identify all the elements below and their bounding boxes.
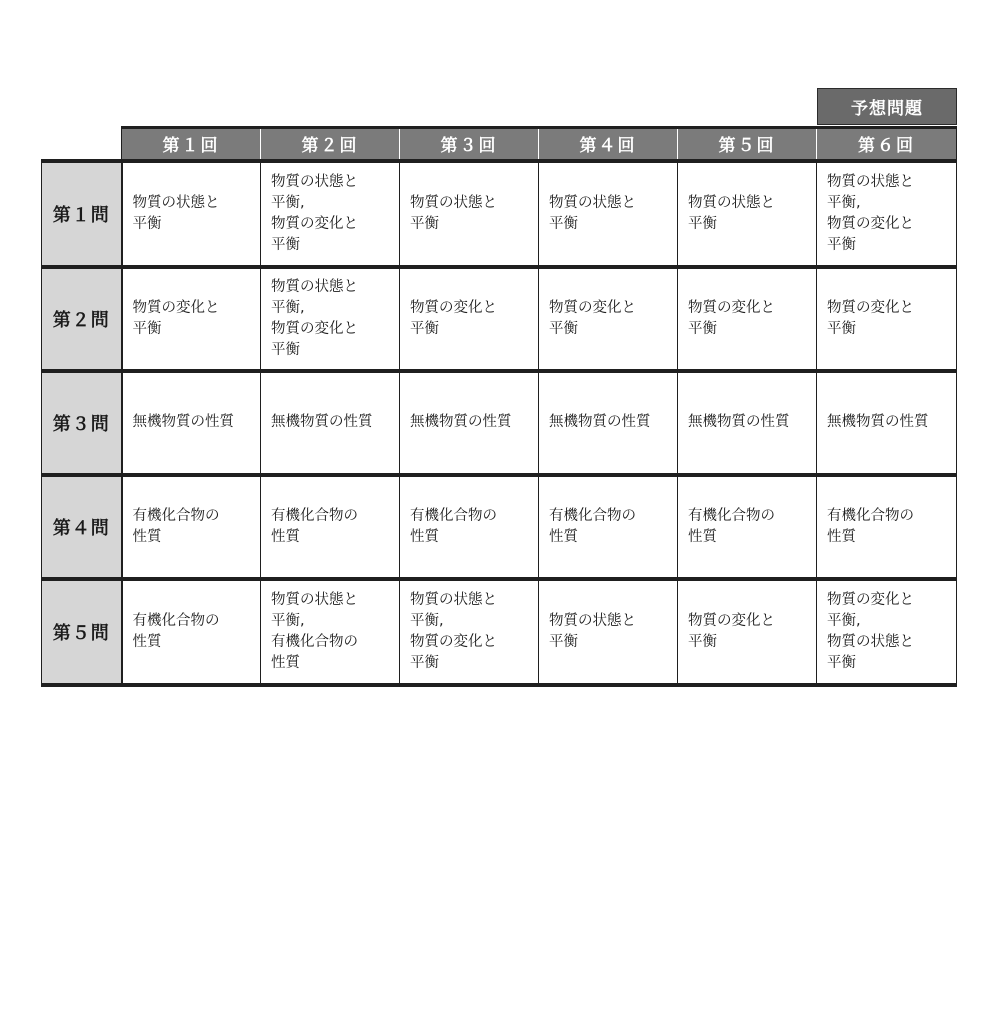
table-row bbox=[42, 579, 957, 685]
column-header-round-4: 第４回 bbox=[539, 128, 678, 161]
column-header-round-2: 第２回 bbox=[261, 128, 400, 161]
topic-cell: 物質の変化と 平衡 bbox=[678, 579, 817, 685]
topic-cell: 無機物質の性質 bbox=[122, 371, 261, 475]
corner-cell bbox=[42, 128, 122, 161]
exam-topic-table bbox=[41, 126, 957, 687]
prediction-problem-label: 予想問題 bbox=[817, 88, 957, 125]
topic-cell: 物質の変化と 平衡 bbox=[817, 267, 957, 371]
column-header-round-6: 第６回 bbox=[817, 128, 957, 161]
topic-cell: 有機化合物の 性質 bbox=[400, 475, 539, 579]
topic-cell: 物質の状態と 平衡 bbox=[539, 579, 678, 685]
topic-cell: 物質の状態と 平衡 bbox=[122, 161, 261, 267]
header-row bbox=[42, 128, 957, 161]
table-row bbox=[42, 267, 957, 371]
topic-cell: 有機化合物の 性質 bbox=[122, 579, 261, 685]
topic-cell: 物質の状態と 平衡 bbox=[678, 161, 817, 267]
topic-cell: 無機物質の性質 bbox=[817, 371, 957, 475]
topic-cell: 物質の状態と 平衡, 物質の変化と 平衡 bbox=[261, 161, 400, 267]
topic-cell: 物質の状態と 平衡 bbox=[539, 161, 678, 267]
topic-cell: 物質の状態と 平衡 bbox=[400, 161, 539, 267]
row-header-question-2: 第２問 bbox=[42, 267, 122, 371]
table-row bbox=[42, 475, 957, 579]
topic-cell: 有機化合物の 性質 bbox=[678, 475, 817, 579]
table-row bbox=[42, 371, 957, 475]
topic-cell: 物質の変化と 平衡 bbox=[122, 267, 261, 371]
topic-cell: 有機化合物の 性質 bbox=[539, 475, 678, 579]
topic-cell: 物質の状態と 平衡, 有機化合物の 性質 bbox=[261, 579, 400, 685]
topic-cell: 無機物質の性質 bbox=[261, 371, 400, 475]
topic-cell: 物質の変化と 平衡 bbox=[678, 267, 817, 371]
topic-cell: 物質の変化と 平衡, 物質の状態と 平衡 bbox=[817, 579, 957, 685]
column-header-round-5: 第５回 bbox=[678, 128, 817, 161]
topic-cell: 有機化合物の 性質 bbox=[817, 475, 957, 579]
topic-cell: 物質の変化と 平衡 bbox=[400, 267, 539, 371]
topic-cell: 有機化合物の 性質 bbox=[261, 475, 400, 579]
row-header-question-1: 第１問 bbox=[42, 161, 122, 267]
row-header-question-3: 第３問 bbox=[42, 371, 122, 475]
topic-cell: 物質の状態と 平衡, 物質の変化と 平衡 bbox=[817, 161, 957, 267]
topic-cell: 無機物質の性質 bbox=[539, 371, 678, 475]
topic-cell: 無機物質の性質 bbox=[678, 371, 817, 475]
column-header-round-1: 第１回 bbox=[122, 128, 261, 161]
topic-cell: 無機物質の性質 bbox=[400, 371, 539, 475]
topic-cell: 有機化合物の 性質 bbox=[122, 475, 261, 579]
topic-cell: 物質の状態と 平衡, 物質の変化と 平衡 bbox=[261, 267, 400, 371]
row-header-question-5: 第５問 bbox=[42, 579, 122, 685]
topic-cell: 物質の状態と 平衡, 物質の変化と 平衡 bbox=[400, 579, 539, 685]
topic-cell: 物質の変化と 平衡 bbox=[539, 267, 678, 371]
table-row bbox=[42, 161, 957, 267]
row-header-question-4: 第４問 bbox=[42, 475, 122, 579]
column-header-round-3: 第３回 bbox=[400, 128, 539, 161]
